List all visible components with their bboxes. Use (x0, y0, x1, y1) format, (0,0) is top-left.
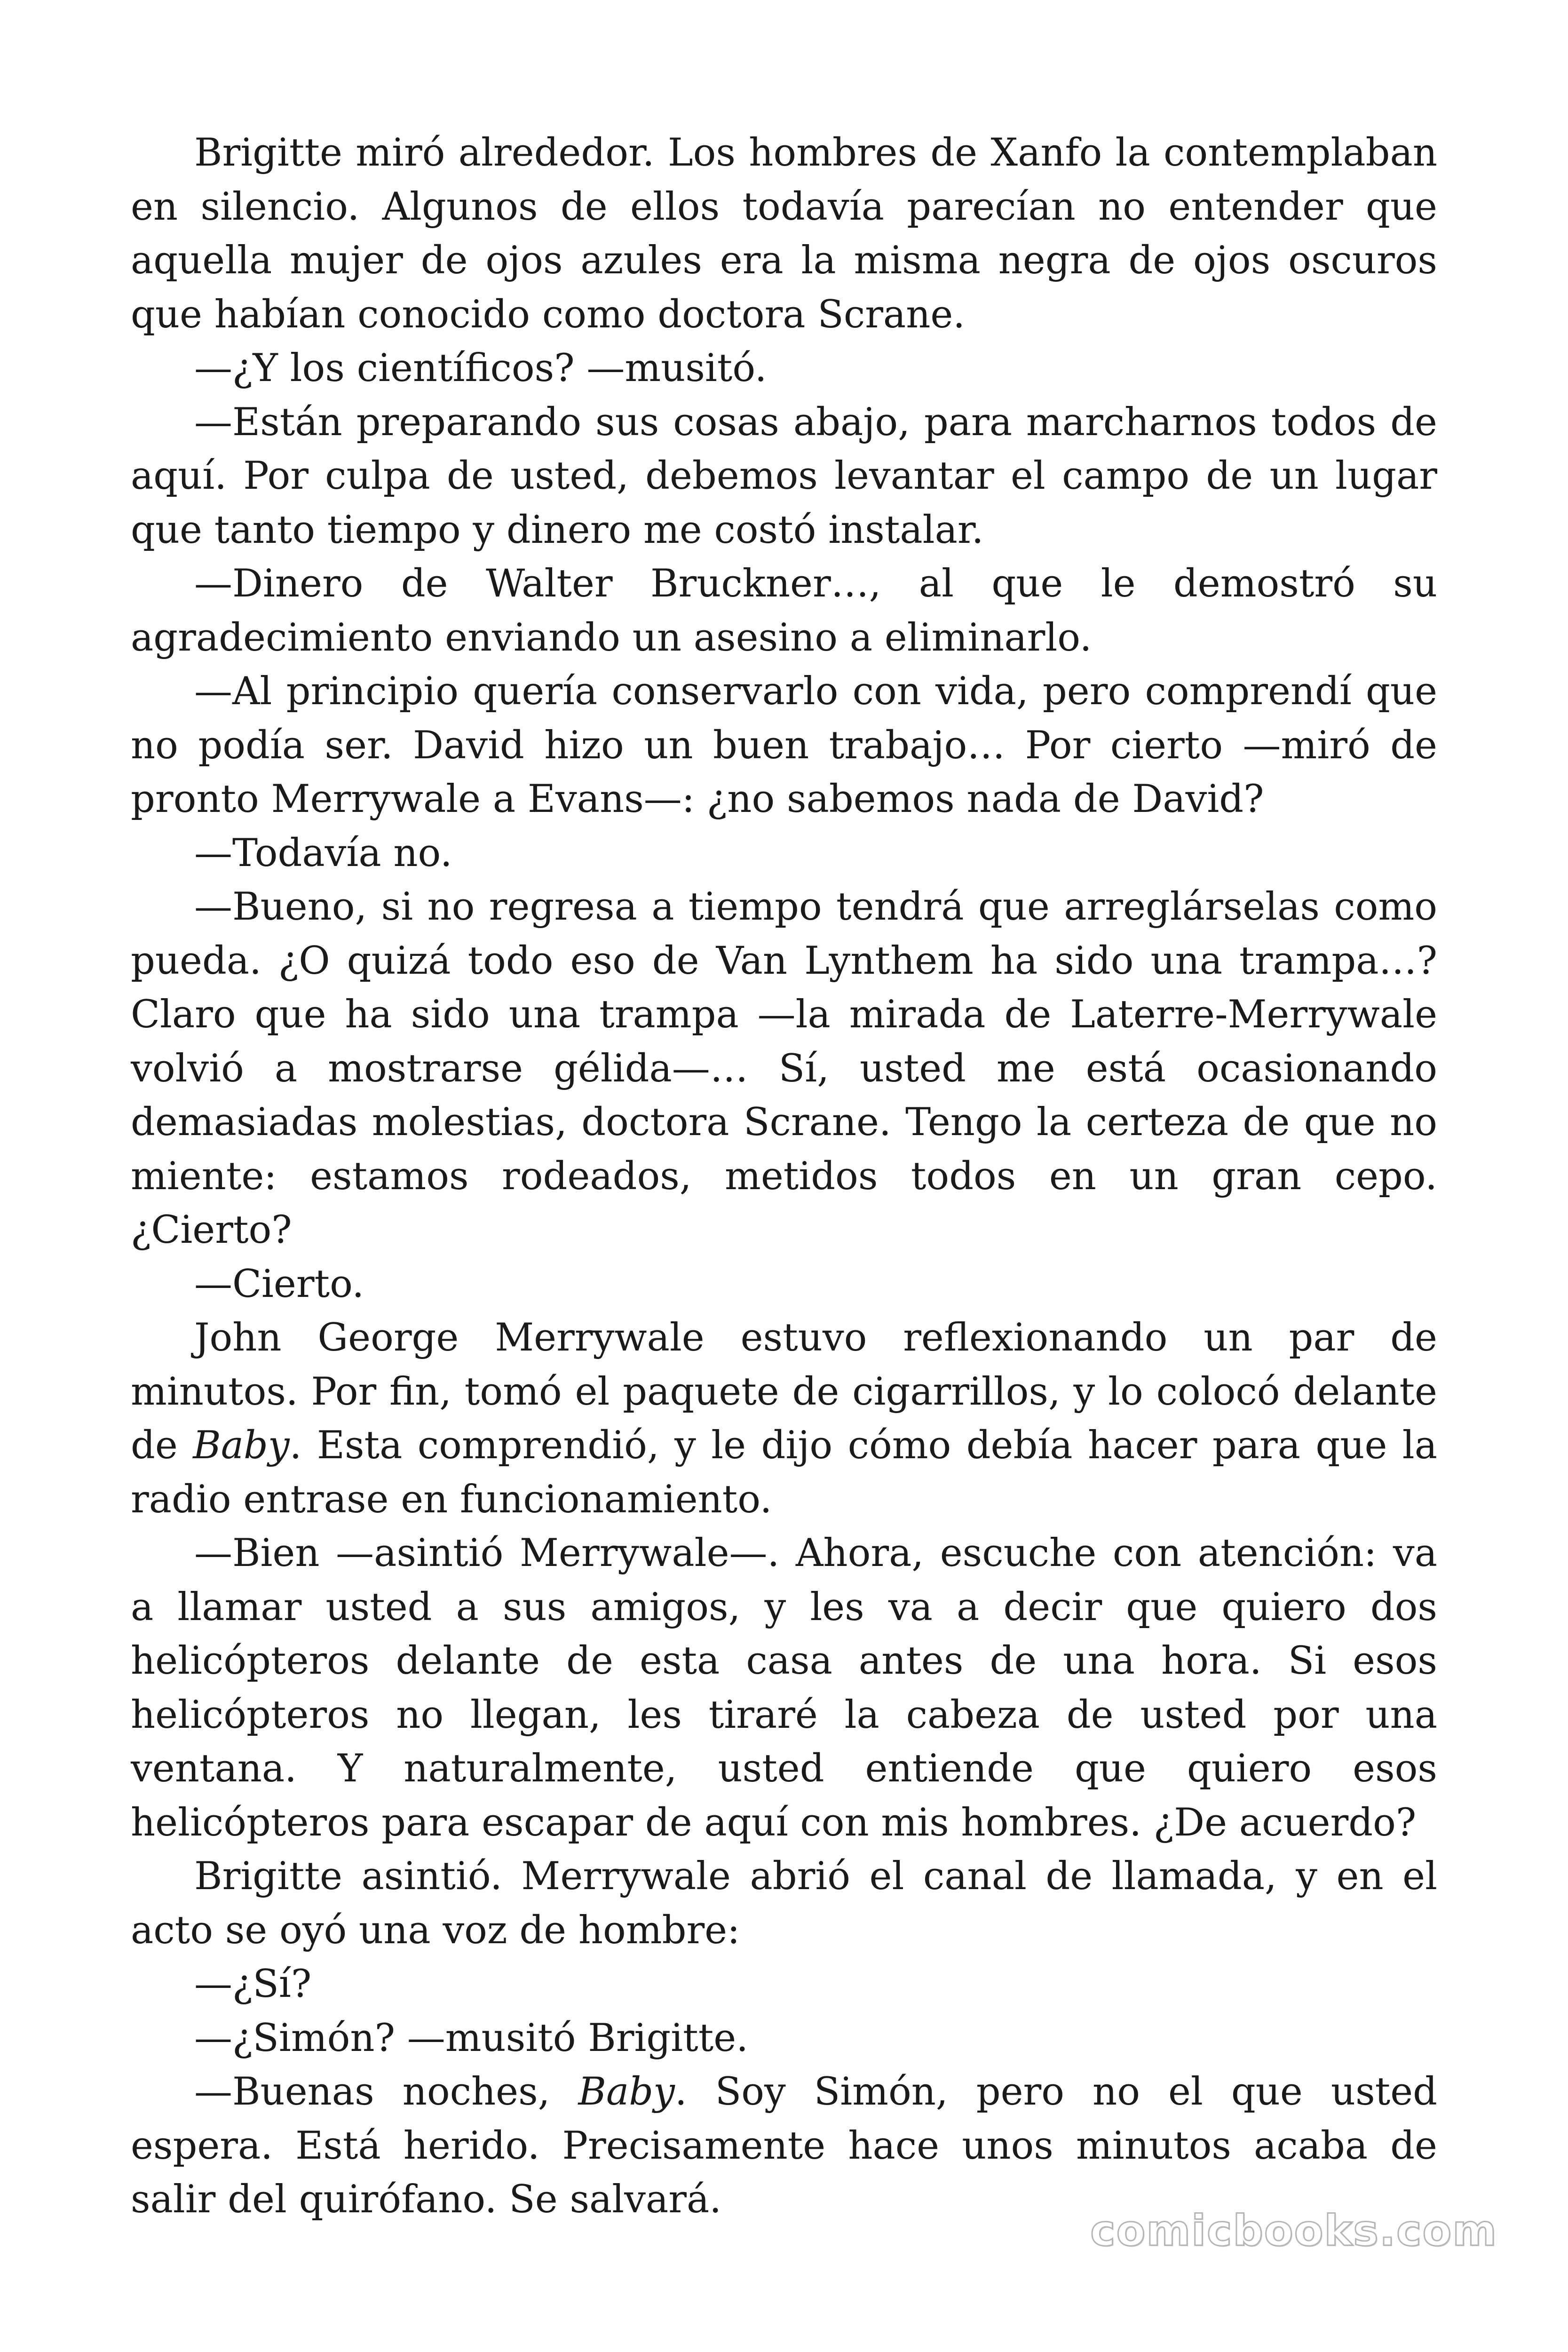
italic-name-baby: Baby (193, 1423, 290, 1468)
paragraph-14: —Buenas noches, Baby. Soy Simón, pero no el que usted espera. Está herido. Precisamente hace unos minutos acaba de salir del quirófano. Se salvará. (131, 2070, 1437, 2222)
paragraph-4: —Dinero de Walter Bruckner…, al que le demostró su agradecimiento enviando un asesino a eliminarlo. (131, 562, 1437, 660)
paragraph-12: —¿Sí? (194, 1962, 312, 2006)
paragraph-8: —Cierto. (194, 1262, 364, 1306)
paragraph-7: —Bueno, si no regresa a tiempo tendrá que arreglárselas como pueda. ¿O quizá todo eso de Van Lynthem ha sido una trampa…? Claro que ha sido una trampa —la mirada de Laterre-Merrywale volvió a mostrarse gélida—… Sí, usted me está ocasionando demasiadas molestias, doctora Scrane. Tengo la certeza de que no miente: estamos rodeados, metidos todos en un gran cepo. ¿Cierto? (131, 885, 1437, 1252)
paragraph-9: John George Merrywale estuvo reflexionando un par de minutos. Por fin, tomó el paquete de cigarrillos, y lo colocó delante de Baby. Esta comprendió, y le dijo cómo debía hacer para que la radio entrase en funcionamiento. (131, 1316, 1437, 1522)
watermark-text: comicbooks.com (1090, 2206, 1497, 2256)
paragraph-10: —Bien —asintió Merrywale—. Ahora, escuche con atención: va a llamar usted a sus amigos, y les va a decir que quiero dos helicópteros delante de esta casa antes de una hora. Si esos helicópteros no llegan, les tiraré la cabeza de usted por una ventana. Y naturalmente, usted entiende que quiero esos helicópteros para escapar de aquí con mis hombres. ¿De acuerdo? (131, 1531, 1437, 1845)
paragraph-13: —¿Simón? —musitó Brigitte. (194, 2016, 748, 2060)
paragraph-3: —Están preparando sus cosas abajo, para marcharnos todos de aquí. Por culpa de usted, debemos levantar el campo de un lugar que tanto tiempo y dinero me costó instalar. (131, 400, 1437, 552)
paragraph-5: —Al principio quería conservarlo con vida, pero comprendí que no podía ser. David hizo un buen trabajo… Por cierto —miró de pronto Merrywale a Evans—: ¿no sabemos nada de David? (131, 669, 1437, 821)
paragraph-1: Brigitte miró alrededor. Los hombres de Xanfo la contemplaban en silencio. Algunos de ellos todavía parecían no entender que aquella mujer de ojos azules era la misma negra de ojos oscuros que habían conocido como doctora Scrane. (131, 131, 1437, 337)
italic-name-baby: Baby (578, 2070, 675, 2114)
paragraph-2: —¿Y los científicos? —musitó. (194, 346, 767, 390)
book-page-text (131, 126, 1437, 2227)
paragraph-6: —Todavía no. (194, 831, 452, 875)
paragraph-11: Brigitte asintió. Merrywale abrió el canal de llamada, y en el acto se oyó una voz de hombre: (131, 1854, 1437, 1953)
